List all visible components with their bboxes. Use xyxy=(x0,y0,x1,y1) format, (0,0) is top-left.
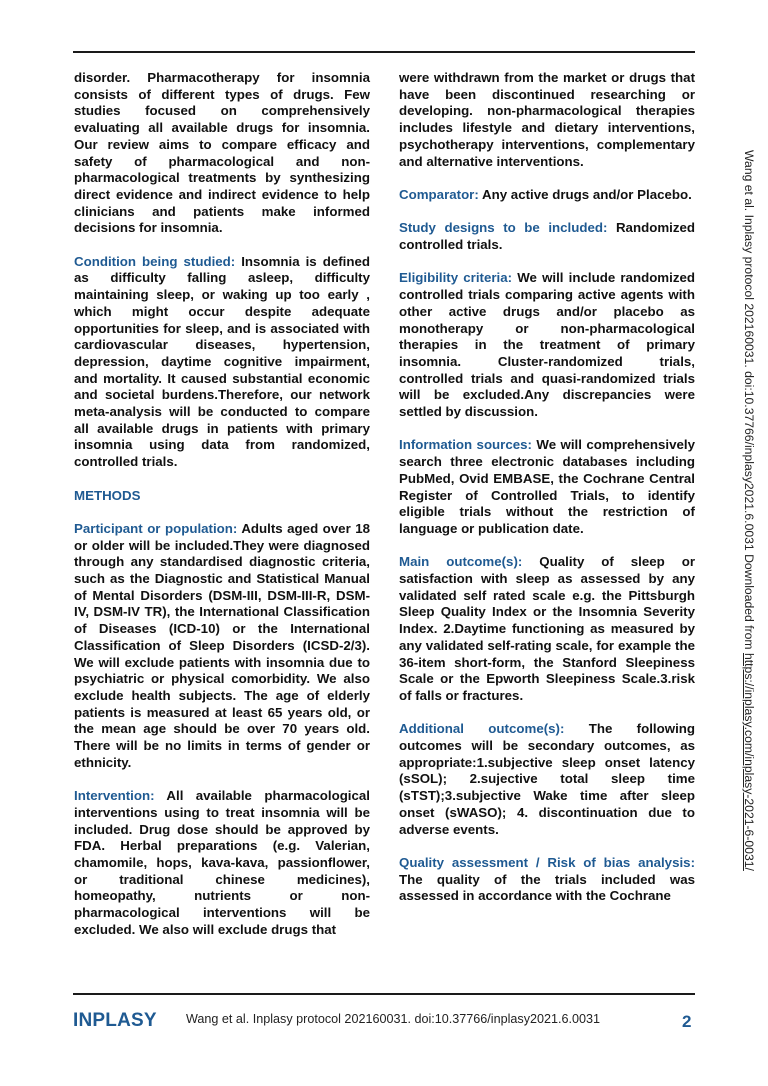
participant-label: Participant or population: xyxy=(74,520,238,536)
study-designs-section xyxy=(399,220,695,253)
information-sources-text: We will comprehensively search three electronic databases including PubMed, Ovid EMBASE, the Cochrane Central Register of Controlled Trials, to identify eligible trials without the restriction of language or publication date. xyxy=(399,437,696,536)
footer-rule xyxy=(73,993,695,995)
methods-heading: METHODS xyxy=(74,487,141,503)
quality-assessment-section xyxy=(399,855,695,905)
eligibility-section xyxy=(399,270,695,420)
comparator-section xyxy=(399,187,695,204)
right-column xyxy=(399,70,695,922)
comparator-label: Comparator: xyxy=(399,186,479,202)
footer-citation: Wang et al. Inplasy protocol 202160031. doi:10.37766/inplasy2021.6.0031 xyxy=(186,1012,601,1026)
condition-section xyxy=(74,254,370,471)
header-rule xyxy=(73,51,695,53)
intervention-section xyxy=(74,788,370,938)
additional-outcomes-label: Additional outcome(s): xyxy=(399,721,565,737)
quality-assessment-text: The quality of the trials included was assessed in accordance with the Cochrane xyxy=(399,871,695,904)
additional-outcomes-text: The following outcomes will be secondary outcomes, as appropriate:1.subjective sleep onset latency (sSOL); 2.sujective total sleep time (sTST);3.subjective Wake time after sleep onset (sWASO); 4. discontinuation due to adverse events. xyxy=(399,721,696,837)
intervention-label: Intervention: xyxy=(74,788,155,804)
condition-text: Insomnia is defined as difficulty falling asleep, difficulty maintaining sleep, or waking up too early , which might occur despite adequate opportunities for sleep, and is associated with cardiovascular diseases, hypertension, depression, daytime cognitive impairment, and mortality. It caused substantial economic and societal burdens.Therefore, our network meta-analysis will be conducted to compare all available drugs in patients with primary insomnia using data from randomized, controlled trials. xyxy=(74,253,370,470)
participant-text: Adults aged over 18 or older will be included.They were diagnosed through any standardised diagnostic criteria, such as the Diagnostic and Statistical Manual of Mental Disorders (DSM-III, DSM-III-R, DSM-IV, DSM-IV TR), the International Classification of Diseases (ICD-10) or the International Classification of Sleep Disorders (ICSD-2/3). We will exclude patients with insomnia due to psychiatric or physical comorbidity. We also exclude health subjects. The age of elderly patients is measured at least 65 years old, or the mean age should be over 70 years old. There will be no limits in terms of gender or ethnicity. xyxy=(74,520,371,770)
intervention-text: All available pharmacological interventions using to treat insomnia will be included. Drug dose should be approved by FDA. Herbal preparations (e.g. Valerian, chamomile, hops, kava-kava, passionflower, or traditional chinese medicines), homeopathy, nutrients or non-pharmacological interventions will be excluded. We also will exclude drugs that xyxy=(74,788,370,937)
condition-label: Condition being studied: xyxy=(74,253,236,269)
main-outcomes-text: Quality of sleep or satisfaction with sleep as assessed by any validated self rated scale e.g. the Pittsburgh Sleep Quality Index or the Insomnia Severity Index. 2.Daytime functioning as measured by any validated self-rating scale, for example the 36-item short-form, the Stanford Sleepiness Scale or the Epworth Sleepiness Scale.3.risk of falls or fractures. xyxy=(399,554,696,703)
intro-paragraph: disorder. Pharmacotherapy for insomnia consists of different types of drugs. Few studies focused on comprehensively evaluating all available drugs for insomnia. Our review aims to compare efficacy and safety of pharmacological and non-pharmacological treatments by synthesizing direct evidence and indirect evidence to help clinicians and patients make informed decisions for insomnia. xyxy=(74,70,370,236)
information-sources-label: Information sources: xyxy=(399,437,532,453)
information-sources-section xyxy=(399,437,695,537)
additional-outcomes-section xyxy=(399,721,695,838)
study-designs-text: Randomized controlled trials. xyxy=(399,220,696,252)
side-note-text: Wang et al. Inplasy protocol 202160031. doi:10.37766/inplasy2021.6.0031 Downloaded from xyxy=(742,150,756,653)
intervention-continued: were withdrawn from the market or drugs that have been discontinued researching or developing. non-pharmacological therapies includes lifestyle and dietary interventions, psychotherapy interventions, complementary and alternative interventions. xyxy=(399,70,695,169)
comparator-text: Any active drugs and/or Placebo. xyxy=(478,186,692,202)
left-column xyxy=(74,70,370,955)
eligibility-text: We will include randomized controlled trials comparing active agents with other active drugs and/or placebo as monotherapy or non-pharmacological therapies in the treatment of primary insomnia. Cluster-randomized trials, controlled trials and quasi-randomized trials will be excluded.Any discrepancies were settled by discussion. xyxy=(399,270,695,420)
participant-section xyxy=(74,521,370,772)
study-designs-label: Study designs to be included: xyxy=(399,220,608,236)
side-download-note xyxy=(742,150,756,871)
main-outcomes-section xyxy=(399,554,695,704)
eligibility-label: Eligibility criteria: xyxy=(399,270,513,286)
side-note-link[interactable]: https://inplasy.com/inplasy-2021-6-0031/ xyxy=(742,652,756,871)
footer-brand-logo: INPLASY xyxy=(73,1010,157,1031)
quality-assessment-label: Quality assessment / Risk of bias analysis: xyxy=(399,854,695,870)
page-number: 2 xyxy=(682,1012,692,1031)
main-outcomes-label: Main outcome(s): xyxy=(399,554,523,570)
